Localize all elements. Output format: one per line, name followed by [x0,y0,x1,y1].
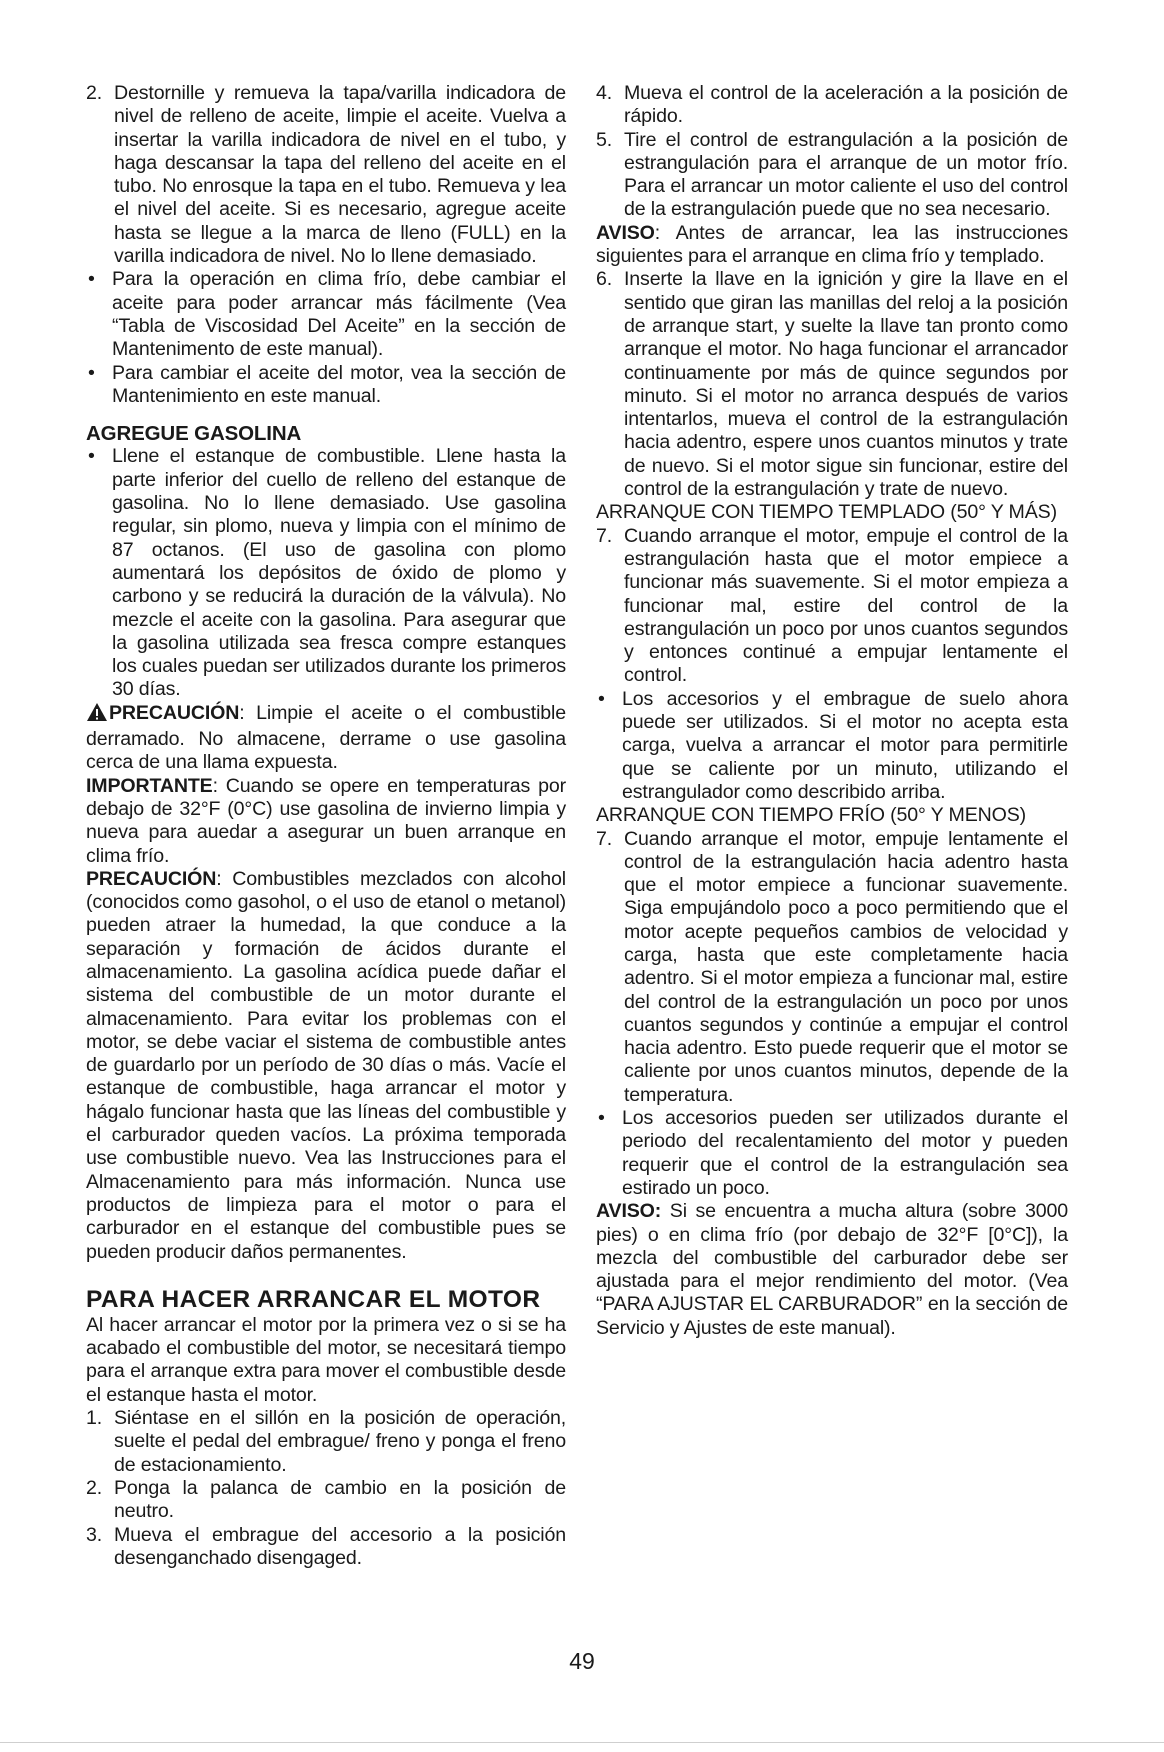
list-item-text: Mueva el embrague del accesorio a la posición desenganchado disengaged. [114,1523,566,1569]
list-item-text: Cuando arranque el motor, empuje el control de la estrangulación hasta que el motor empiece a funcionar más suavemente. Si el motor empieza a funcionar mal, estire del control de la estrangulación un poco por unos cuantos segundos y entonces continué a empujar lentamente el control. [624,524,1068,687]
list-item-text: Para la operación en clima frío, debe cambiar el aceite para poder arrancar más fácilmente (Vea “Tabla de Viscosidad Del Aceite” en la sección de Mantenimento de este manual). [112,268,566,361]
bullet-marker: • [598,687,605,710]
aviso-text: : Antes de arrancar, lea las instrucciones siguientes para el arranque en clima frío y templado. [596,221,1068,268]
list-marker: 1. [86,1407,103,1430]
precaucion-paragraph-2 [86,868,566,1264]
list-item-text: Los accesorios pueden ser utilizados durante el periodo del recalentamiento del motor y pueden requerir que el control de la estrangulación sea estirado un poco. [622,1107,1068,1199]
left-column [86,82,566,1570]
bullet-marker: • [88,445,95,468]
list-marker: 3. [86,1523,103,1546]
precaucion-text: : Limpie el aceite o el combustible derramado. No almacene, derrame o use gasolina cerca de una llama expuesta. [86,701,566,774]
aviso-paragraph-2 [596,1200,1068,1340]
list-item-text: Destornille y remueva la tapa/varilla indicadora de nivel de relleno de aceite, limpie el aceite. Vuelva a insertar la varilla indicadora de nivel en el tubo, y haga descansar la tapa del relleno del aceite en el tubo. No enrosque la tapa en el tubo. Remueva y lea el nivel del aceite. Si es necesario, agregue aceite hasta se llegue a la marca de lleno (FULL) en la varilla indicadora de nivel. No lo llene demasiado. [114,82,566,268]
precaucion-label-2: PRECAUCIÓN [86,867,217,890]
warning-triangle-icon [86,702,108,728]
list-item-text: Los accesorios y el embrague de suelo ahora puede ser utilizados. Si el motor no acepta esta carga, vuelva a arrancar el motor para permitirle que se caliente por un minuto, utilizando el estrangulador como describido arriba. [622,687,1068,803]
bullet-marker: • [88,268,95,291]
bottom-divider [0,1742,1164,1743]
list-item-text: Inserte la llave en la ignición y gire la llave en el sentido que giran las manillas del reloj a la posición de arranque start, y suelte la llave tan pronto como arranque el motor. No haga funcionar el arrancador continuamente por más de quince segundos por minuto. Si el motor no arranca después de varios intentarlos, mueva el control de la estrangulación hacia adentro, espere unos cuantos minutos y trate de nuevo. Si el motor sigue sin funcionar, estire del control de la estrangulación y trate de nuevo. [624,268,1068,501]
oil-bullet-cold [86,268,566,361]
heading-hacer-arrancar: PARA HACER ARRANCAR EL MOTOR [86,1285,541,1313]
right-column [596,82,1068,1340]
list-marker: 2. [86,1476,103,1499]
start-step-3 [86,1524,566,1571]
aviso-label: AVISO [596,221,655,244]
list-marker: 7. [596,827,613,850]
importante-text: : Cuando se opere en temperaturas por debajo de 32°F (0°C) use gasolina de invierno limpia y nueva para auedar a asegurar un buen arranque en clima frío. [86,774,566,867]
start-step-2 [86,1477,566,1524]
start-intro: Al hacer arrancar el motor por la primera vez o si se ha acabado el combustible del motor, se necesitará tiempo para el arranque extra para mover el combustible desde el estanque hasta el motor. [86,1313,566,1406]
list-item-text: Mueva el control de la aceleración a la posición de rápido. [624,82,1068,128]
list-item-text: Cuando arranque el motor, empuje lentamente el control de la estrangulación hacia adentro hasta que el motor empiece a funcionar suavemente. Siga empujándolo poco a poco permitiendo que el motor acepte pequeños cambios de velocidad y carga, hasta que este completamente hacia adentro. Si el motor empieza a funcionar mal, estire del control de la estrangulación un poco por unos cuantos segundos y continúe a empujar el control hacia adentro. Esto puede requerir que el motor se caliente por unos cuantos minutos, depende de la temperatura. [624,827,1068,1106]
list-item-text: Ponga la palanca de cambio en la posición de neutro. [114,1476,566,1523]
bullet-marker: • [598,1107,605,1130]
gas-bullet [86,445,566,701]
precaucion-text-2: : Combustibles mezclados con alcohol (conocidos como gasohol, o el uso de etanol o metanol) pueden atraer la humedad, la que conduce a la separación y formación de ácidos durante el almacenamiento. La gasolina acídica puede dañar el sistema del combustible de un motor durante el almacenamiento. Para evitar los problemas con el motor, se debe vaciar el sistema de combustible antes de guardarlo por un período de 30 días o más. Vacíe el estanque de combustible, haga arrancar el motor y hágalo funcionar hasta que las líneas del combustible y el carburador queden vacíos. La próxima temporada use combustible nuevo. Vea las Instrucciones para el Almacenamiento para más información. Nunca use productos de limpieza para el motor o para el carburador en el estanque del combustible pues se pueden producir daños permanentes. [86,867,566,1263]
start-step-1 [86,1407,566,1477]
list-item-text: Llene el estanque de combustible. Llene hasta la parte inferior del cuello de relleno del estanque de gasolina. No lo llene demasiado. Use gasolina regular, sin plomo, nueva y limpia con el mínimo de 87 octanos. (El uso de gasolina con plomo aumentará los depósitos de óxido de plomo y carbono y se reducirá la duración de la válvula). No mezcle el aceite con la gasolina. Para asegurar que la gasolina utilizada sea fresca compre estanques los cuales puedan ser utilizados durante los primeros 30 días. [112,445,566,701]
list-marker: 4. [596,82,613,104]
oil-step-2 [86,82,566,268]
oil-bullet-change [86,362,566,409]
cold-bullet [596,1107,1068,1200]
heading-warm-weather: ARRANQUE CON TIEMPO TEMPLADO (50° Y MÁS) [596,501,1057,524]
bullet-marker: • [88,361,95,384]
precaucion-paragraph-1 [86,702,566,775]
list-marker: 5. [596,128,613,151]
heading-agregue-gasolina: AGREGUE GASOLINA [86,422,302,446]
importante-label: IMPORTANTE [86,774,213,797]
list-marker: 2. [86,82,103,104]
aviso-label-2: AVISO: [596,1200,662,1223]
list-marker: 6. [596,268,613,291]
heading-cold-weather: ARRANQUE CON TIEMPO FRÍO (50° Y MENOS) [596,804,1027,827]
start-step-4 [596,82,1068,129]
list-item-text: Para cambiar el aceite del motor, vea la sección de Mantenimiento en este manual. [112,361,566,407]
list-marker: 7. [596,524,613,547]
cold-step-7 [596,828,1068,1108]
page-number: 49 [569,1648,595,1674]
importante-paragraph [86,775,566,868]
aviso-paragraph-1 [596,222,1068,269]
warm-step-7 [596,525,1068,688]
warm-bullet [596,688,1068,804]
precaucion-label: PRECAUCIÓN [109,701,240,724]
start-step-5 [596,129,1068,222]
start-step-6 [596,268,1068,501]
list-item-text: Tire el control de estrangulación a la posición de estrangulación para el arranque de un motor frío. Para el arrancar un motor caliente el uso del control de la estrangulación puede que no sea necesario. [624,128,1068,221]
list-item-text: Siéntase en el sillón en la posición de operación, suelte el pedal del embrague/ freno y ponga el freno de estacionamiento. [114,1407,566,1476]
aviso-text-2: Si se encuentra a mucha altura (sobre 3000 pies) o en clima frío (por debajo de 32°F [0°C]), la mezcla del combustible del carburador debe ser ajustada para el mejor rendimiento del motor. (Vea “PARA AJUSTAR EL CARBURADOR” en la sección de Servicio y Ajustes de este manual). [596,1200,1068,1339]
